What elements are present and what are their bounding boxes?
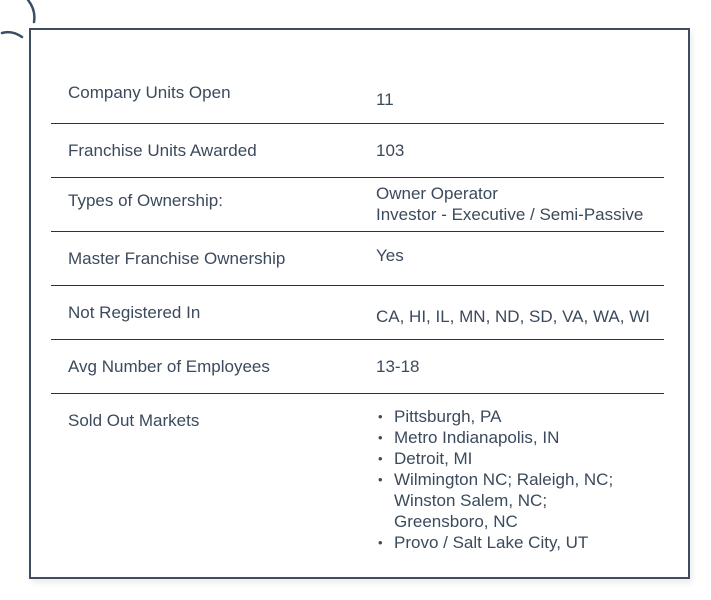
row-label: Not Registered In: [68, 303, 201, 322]
franchise-info-card: [29, 28, 690, 579]
row-value: 13-18: [376, 357, 420, 376]
bullet-icon: •: [378, 472, 383, 487]
row-value: 103: [376, 141, 405, 160]
info-table: [51, 70, 664, 564]
row-value-line: Investor - Executive / Semi-Passive: [376, 205, 644, 224]
bullet-icon: •: [378, 430, 383, 445]
row-label: Franchise Units Awarded: [68, 141, 257, 160]
row-label: Sold Out Markets: [68, 411, 200, 430]
row-label: Company Units Open: [68, 83, 231, 102]
list-item: • Provo / Salt Lake City, UT: [378, 533, 589, 552]
sold-out-markets-list: [376, 406, 634, 553]
info-row-not-registered: [51, 286, 664, 340]
list-item: • Detroit, MI: [378, 449, 473, 468]
list-item: • Pittsburgh, PA: [378, 407, 502, 426]
row-value-line: Owner Operator: [376, 184, 498, 203]
info-row-sold-out-markets: [51, 394, 664, 564]
info-row-ownership-types: [51, 178, 664, 232]
bullet-icon: •: [378, 535, 383, 550]
info-row-franchise-units: [51, 124, 664, 178]
row-label: Avg Number of Employees: [68, 357, 270, 376]
info-row-employees: [51, 340, 664, 394]
row-value: CA, HI, IL, MN, ND, SD, VA, WA, WI: [376, 307, 650, 326]
list-item: • Wilmington NC; Raleigh, NC; Winston Salem, NC; Greensboro, NC: [378, 470, 614, 531]
row-value: 11: [376, 90, 394, 109]
bullet-icon: •: [378, 409, 383, 424]
row-label: Master Franchise Ownership: [68, 249, 286, 268]
list-item: • Metro Indianapolis, IN: [378, 428, 560, 447]
info-row-master-franchise: [51, 232, 664, 286]
row-value: Yes: [376, 246, 404, 265]
bullet-icon: •: [378, 451, 383, 466]
info-row-company-units: [51, 70, 664, 124]
row-label: Types of Ownership:: [68, 191, 223, 210]
